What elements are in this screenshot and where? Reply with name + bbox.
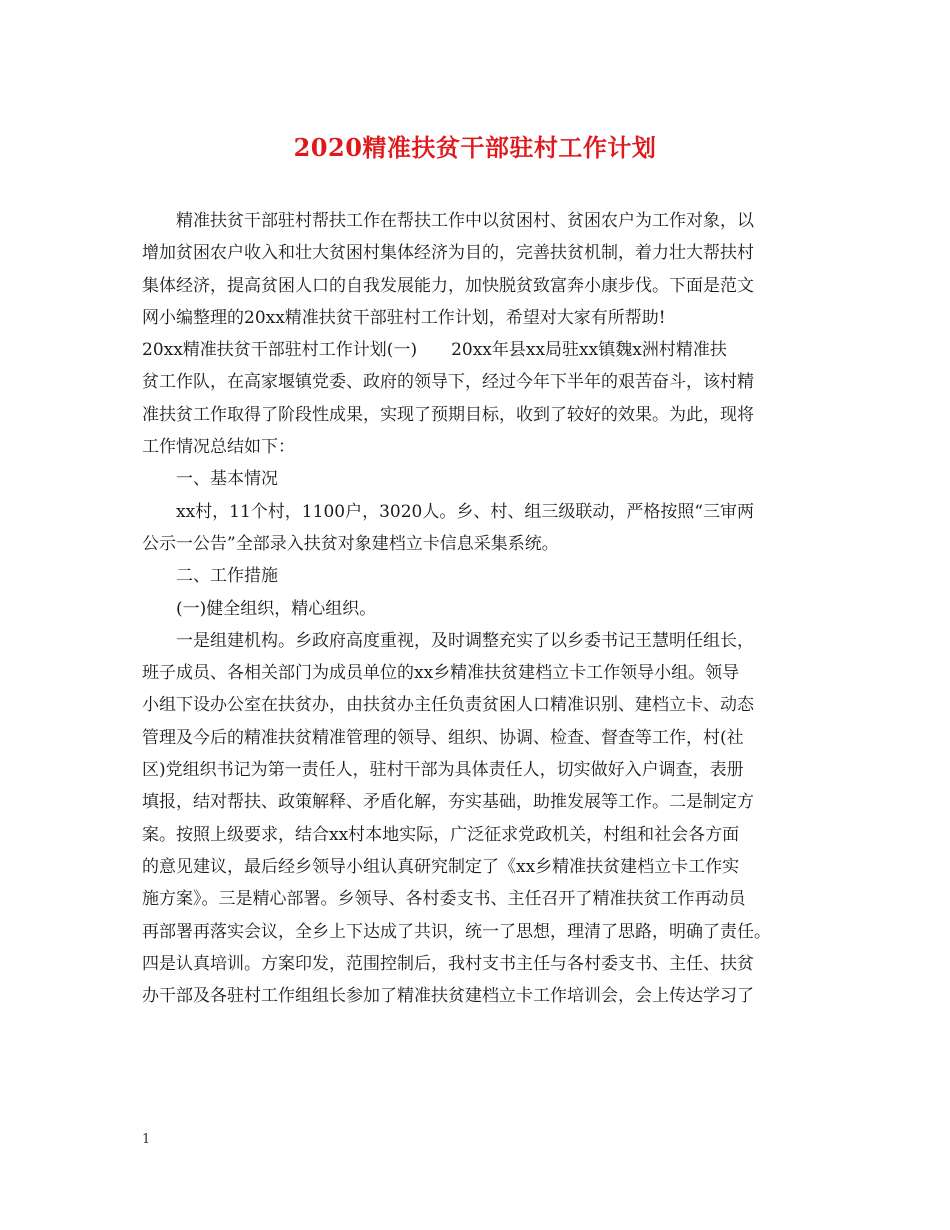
paragraph-line: 准扶贫工作取得了阶段性成果，实现了预期目标，收到了较好的效果。为此，现将 [142, 404, 754, 425]
subsection-heading: (一)健全组织，精心组织。 [176, 598, 377, 619]
paragraph-line: 的意见建议，最后经乡领导小组认真研究制定了《xx乡精准扶贫建档立卡工作实 [142, 856, 740, 877]
paragraph-line: 网小编整理的20xx精准扶贫干部驻村工作计划，希望对大家有所帮助! [142, 307, 666, 328]
document-body [142, 205, 842, 1012]
paragraph-line: 再部署再落实会议，全乡上下达成了共识，统一了思想，理清了思路，明确了责任。 [142, 921, 771, 942]
section-heading: 二、工作措施 [176, 566, 278, 587]
section-heading: 一、基本情况 [176, 469, 278, 490]
paragraph-line: 增加贫困农户收入和壮大贫困村集体经济为目的，完善扶贫机制，着力壮大帮扶村 [142, 243, 754, 264]
paragraph-line: xx村，11个村，1100户，3020人。乡、村、组三级联动，严格按照“三审两 [176, 501, 755, 522]
paragraph-line: 管理及今后的精准扶贫精准管理的领导、组织、协调、检查、督查等工作，村(社 [142, 727, 744, 748]
paragraph-line: 精准扶贫干部驻村帮扶工作在帮扶工作中以贫困村、贫困农户为工作对象，以 [176, 211, 754, 231]
paragraph-line: 20xx精准扶贫干部驻村工作计划(一) 20xx年县xx局驻xx镇魏x洲村精准扶 [142, 340, 727, 361]
paragraph-line: 小组下设办公室在扶贫办，由扶贫办主任负责贫困人口精准识别、建档立卡、动态 [142, 695, 754, 716]
paragraph-line: 一是组建机构。乡政府高度重视，及时调整充实了以乡委书记王慧明任组长， [176, 630, 754, 651]
paragraph-line: 公示一公告”全部录入扶贫对象建档立卡信息采集系统。 [142, 533, 559, 554]
paragraph-line: 班子成员、各相关部门为成员单位的xx乡精准扶贫建档立卡工作领导小组。领导 [142, 663, 740, 684]
paragraph-line: 贫工作队，在高家堰镇党委、政府的领导下，经过今年下半年的艰苦奋斗，该村精 [142, 372, 754, 393]
paragraph-line: 办干部及各驻村工作组组长参加了精准扶贫建档立卡工作培训会，会上传达学习了 [142, 986, 754, 1007]
paragraph-line: 填报，结对帮扶、政策解释、矛盾化解，夯实基础，助推发展等工作。二是制定方 [142, 792, 754, 813]
paragraph-line: 案。按照上级要求，结合xx村本地实际，广泛征求党政机关，村组和社会各方面 [142, 824, 740, 845]
paragraph-line: 工作情况总结如下： [142, 437, 295, 458]
page-title: 2020精准扶贫干部驻村工作计划 [293, 133, 657, 162]
page-number: 1 [142, 1132, 151, 1147]
paragraph-line: 四是认真培训。方案印发，范围控制后，我村支书主任与各村委支书、主任、扶贫 [142, 953, 754, 974]
paragraph-line: 施方案》。三是精心部署。乡领导、各村委支书、主任召开了精准扶贫工作再动员 [142, 889, 746, 910]
paragraph-line: 集体经济，提高贫困人口的自我发展能力，加快脱贫致富奔小康步伐。下面是范文 [142, 275, 754, 296]
paragraph-line: 区)党组织书记为第一责任人，驻村干部为具体责任人，切实做好入户调查，表册 [142, 760, 744, 781]
